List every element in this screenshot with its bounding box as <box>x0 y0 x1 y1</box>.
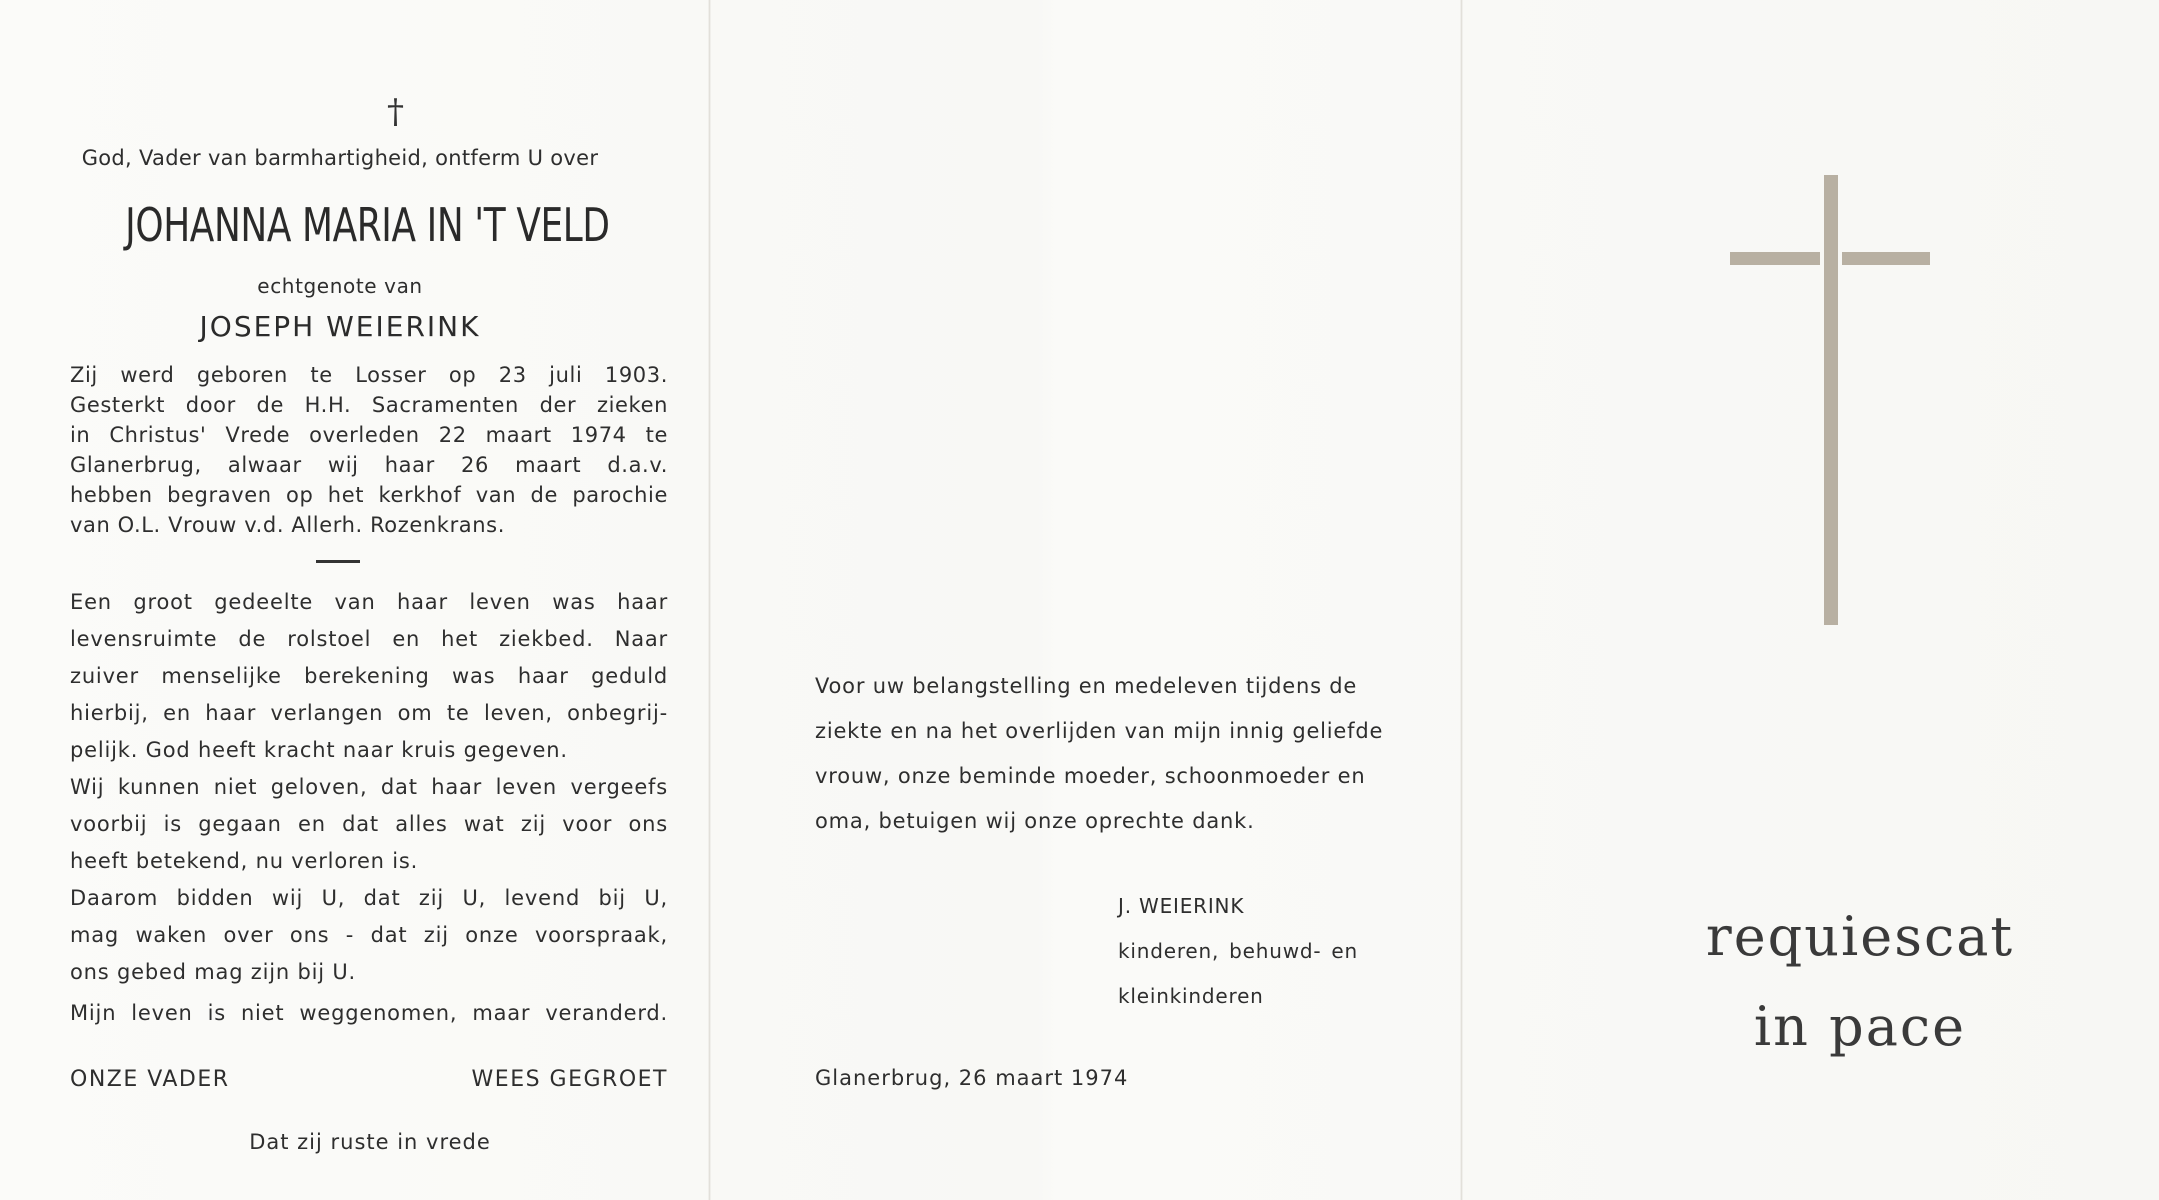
reflection-line: zuiver menselijke berekening was haar geduld <box>70 664 668 688</box>
cross-icon: † <box>387 92 404 132</box>
middle-panel <box>800 0 1384 1200</box>
signature-block <box>1118 884 1358 1019</box>
reflection-line: heeft betekend, nu verloren is. <box>70 849 419 873</box>
fold-crease-left <box>708 0 711 1200</box>
signature-name: J. WEIERINK <box>1118 894 1245 918</box>
reflection-line: Daarom bidden wij U, dat zij U, levend bij U, <box>70 886 668 910</box>
fold-crease-right <box>1460 0 1463 1200</box>
large-cross-icon <box>1730 175 1930 625</box>
section-divider <box>316 560 360 563</box>
thanks-text <box>815 664 1384 844</box>
rip-line-2: in pace <box>1753 995 1967 1058</box>
reflection-line: Wij kunnen niet geloven, dat haar leven vergeefs <box>70 775 668 799</box>
reflection-line: ons gebed mag zijn bij U. <box>70 960 357 984</box>
bio-line: van O.L. Vrouw v.d. Allerh. Rozenkrans. <box>70 513 506 537</box>
thanks-line: oma, betuigen wij onze oprechte dank. <box>815 809 1255 833</box>
biography <box>70 360 668 540</box>
rip-line-1: requiescat <box>1705 905 2015 968</box>
thanks-line: vrouw, onze beminde moeder, schoonmoeder en <box>815 764 1366 788</box>
bio-line: in Christus' Vrede overleden 22 maart 1974 te <box>70 423 668 447</box>
right-panel <box>1465 0 2159 1200</box>
reflection-line: levensruimte de rolstoel en het ziekbed. Naar <box>70 627 668 651</box>
thanks-line: ziekte en na het overlijden van mijn innig geliefde <box>815 719 1384 743</box>
bio-line: Zij werd geboren te Losser op 23 juli 1903. <box>70 363 668 387</box>
reflection-line: Een groot gedeelte van haar leven was haar <box>70 590 668 614</box>
signature-line: kleinkinderen <box>1118 984 1264 1008</box>
spouse-label: echtgenote van <box>257 274 423 298</box>
reflection-line: pelijk. God heeft kracht naar kruis gegeven. <box>70 738 568 762</box>
intro-text: God, Vader van barmhartigheid, ontferm U over <box>81 146 599 170</box>
place-date: Glanerbrug, 26 maart 1974 <box>815 1066 1129 1090</box>
bio-line: hebben begraven op het kerkhof van de parochie <box>70 483 668 507</box>
deceased-name: JOHANNA MARIA IN 'T VELD <box>125 198 610 252</box>
closing-text: Dat zij ruste in vrede <box>249 1130 491 1154</box>
thanks-line: Voor uw belangstelling en medeleven tijdens de <box>815 674 1358 698</box>
quote-line: Mijn leven is niet weggenomen, maar veranderd. <box>70 1001 668 1025</box>
reflection-line: mag waken over ons - dat zij onze voorspraak, <box>70 923 668 947</box>
reflection-line: voorbij is gegaan en dat alles wat zij voor ons <box>70 812 668 836</box>
spouse-name: JOSEPH WEIERINK <box>199 310 481 343</box>
prayer-wees-gegroet: WEES GEGROET <box>471 1067 668 1092</box>
signature-line: kinderen, behuwd- en <box>1118 939 1358 963</box>
reflection-line: hierbij, en haar verlangen om te leven, onbegrij- <box>70 701 668 725</box>
reflection-text <box>70 584 668 1032</box>
bio-line: Glanerbrug, alwaar wij haar 26 maart d.a.v. <box>70 453 668 477</box>
left-panel <box>60 0 668 1200</box>
bio-line: Gesterkt door de H.H. Sacramenten der zieken <box>70 393 668 417</box>
prayer-onze-vader: ONZE VADER <box>70 1067 230 1092</box>
